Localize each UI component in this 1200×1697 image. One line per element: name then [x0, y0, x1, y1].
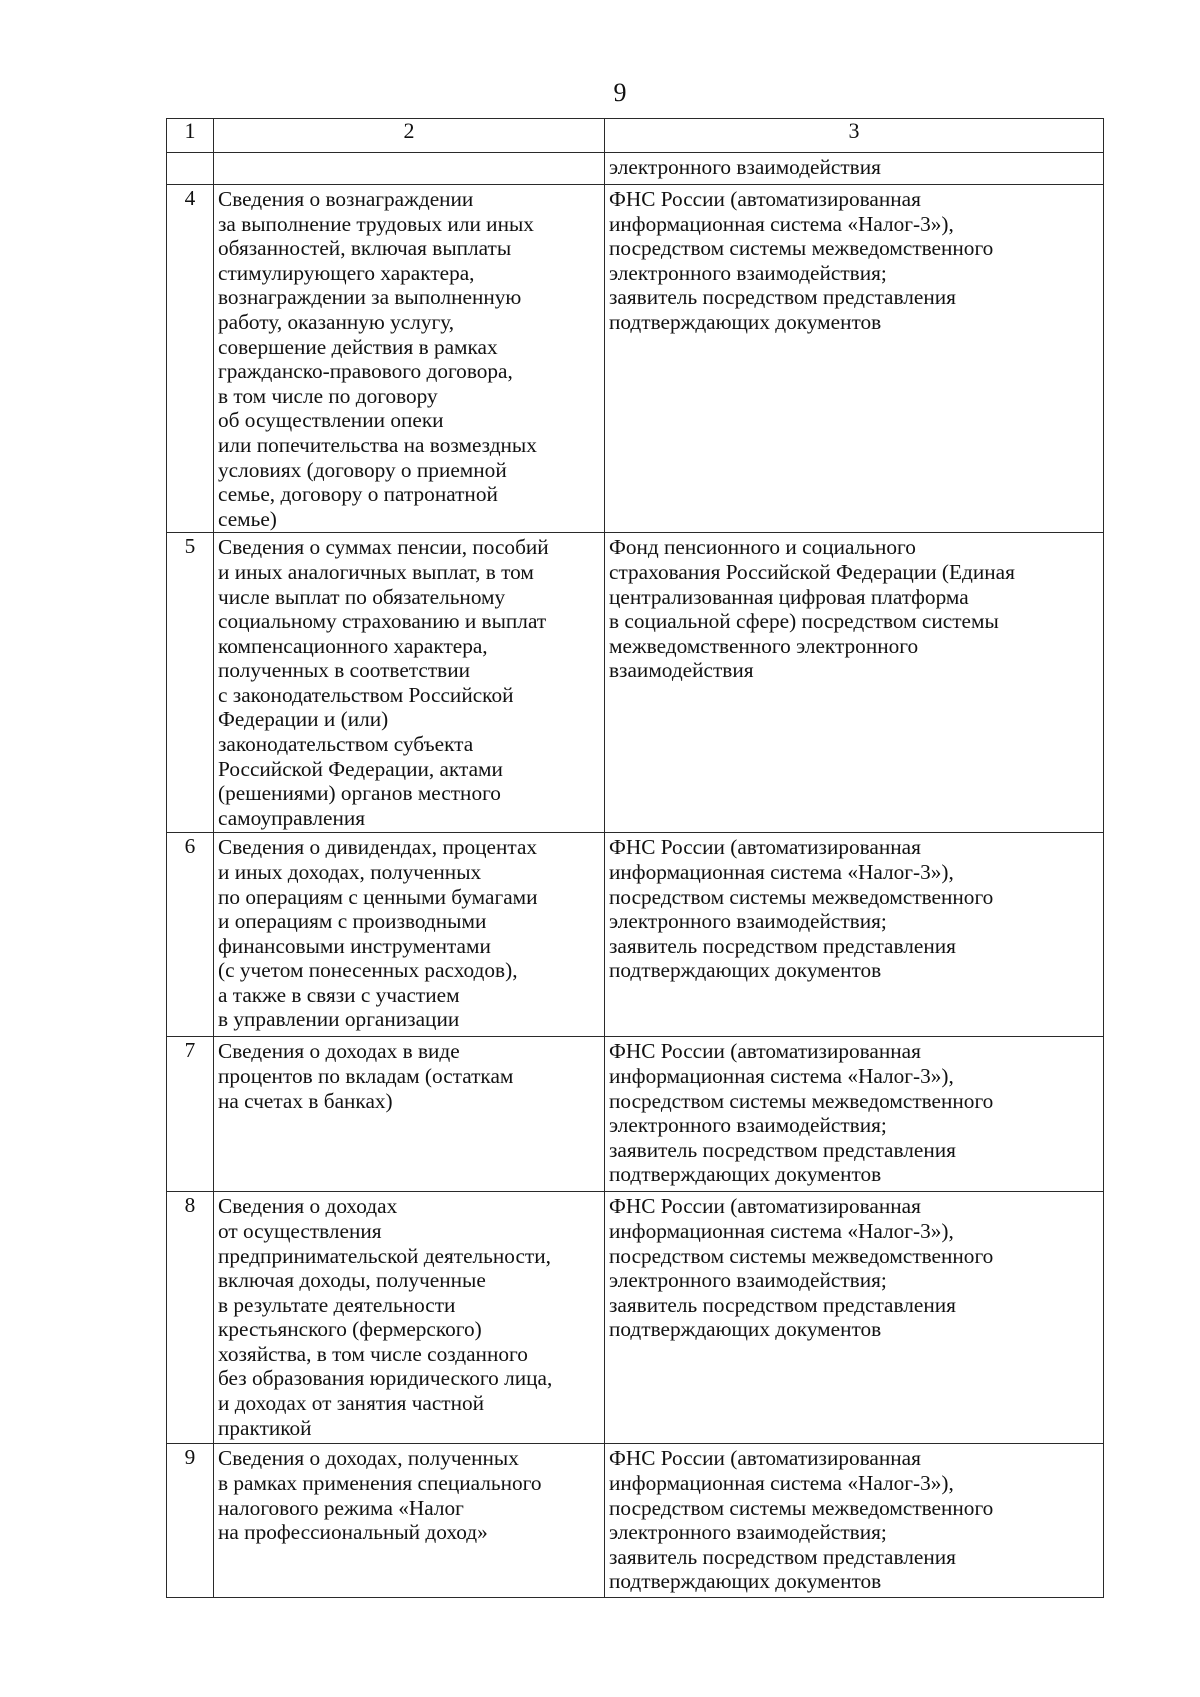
source-cell — [605, 1192, 1104, 1444]
source-line: в социальной сфере) посредством системы — [609, 609, 999, 634]
info-type-line: социальному страхованию и выплат — [218, 609, 547, 634]
info-type-line: компенсационного характера, — [218, 633, 488, 658]
info-type-line: практикой — [218, 1415, 312, 1440]
row-number: 5 — [167, 533, 214, 833]
info-type-line: на профессиональный доход» — [218, 1520, 488, 1545]
info-type-line: работу, оказанную услугу, — [218, 309, 455, 334]
source-line: заявитель посредством представления — [609, 1137, 956, 1162]
info-type-line: без образования юридического лица, — [218, 1366, 553, 1391]
source-line: информационная система «Налог-3»), — [609, 211, 954, 236]
source-line: информационная система «Налог-3»), — [609, 859, 954, 884]
page-number: 9 — [613, 78, 627, 107]
source-line: электронного взаимодействия — [609, 155, 881, 179]
info-type-line: за выполнение трудовых или иных — [218, 211, 534, 236]
info-type-line: на счетах в банках) — [218, 1088, 393, 1113]
info-type-line: и доходах от занятия частной — [218, 1391, 485, 1416]
info-type-line: Федерации и (или) — [218, 707, 389, 732]
info-type-line: обязанностей, включая выплаты — [218, 236, 512, 261]
info-type-line: в том числе по договору — [218, 383, 438, 408]
info-type-line: от осуществления — [218, 1218, 382, 1243]
row-number: 7 — [167, 1037, 214, 1192]
source-cell — [605, 1444, 1104, 1598]
source-line: межведомственного электронного — [609, 633, 919, 658]
info-type-line: по операциям с ценными бумагами — [218, 884, 538, 909]
source-line: посредством системы межведомственного — [609, 236, 994, 261]
info-type-line: условиях (договору о приемной — [218, 457, 507, 482]
info-type-cell — [214, 1037, 605, 1192]
info-type-line: хозяйства, в том числе созданного — [218, 1341, 528, 1366]
info-type-cell — [214, 833, 605, 1037]
source-line: ФНС России (автоматизированная — [609, 1194, 921, 1219]
info-type-line: вознаграждении за выполненную — [218, 285, 522, 310]
source-line: информационная система «Налог-3»), — [609, 1470, 954, 1495]
source-line: подтверждающих документов — [609, 1162, 882, 1187]
source-line: ФНС России (автоматизированная — [609, 835, 921, 860]
source-line: электронного взаимодействия; — [609, 1113, 887, 1138]
info-type-line: Сведения о доходах — [218, 1194, 398, 1219]
source-line: подтверждающих документов — [609, 1569, 882, 1594]
info-type-line: Сведения о дивидендах, процентах — [218, 835, 538, 860]
source-line: подтверждающих документов — [609, 958, 882, 983]
info-type-line: и операциям с производными — [218, 909, 487, 934]
source-line: Фонд пенсионного и социального — [609, 535, 916, 560]
info-type-cell — [214, 153, 605, 185]
info-type-line: (с учетом понесенных расходов), — [218, 958, 518, 983]
source-line: информационная система «Налог-3»), — [609, 1218, 954, 1243]
info-type-line: в управлении организации — [218, 1007, 460, 1032]
info-type-line: Российской Федерации, актами — [218, 756, 503, 781]
source-line: посредством системы межведомственного — [609, 1495, 994, 1520]
info-type-line: гражданско-правового договора, — [218, 359, 513, 384]
continuation-row — [167, 153, 1104, 185]
info-type-line: а также в связи с участием — [218, 982, 460, 1007]
source-line: посредством системы межведомственного — [609, 1088, 994, 1113]
info-type-line: семье, договору о патронатной — [218, 482, 498, 507]
info-type-line: в результате деятельности — [218, 1292, 456, 1317]
info-type-line: и иных доходах, полученных — [218, 859, 482, 884]
row-number: 6 — [167, 833, 214, 1037]
info-type-line: в рамках применения специального — [218, 1470, 542, 1495]
source-cell — [605, 533, 1104, 833]
table-row — [167, 1444, 1104, 1598]
source-cell — [605, 185, 1104, 533]
row-number — [167, 153, 214, 185]
info-type-line: предпринимательской деятельности, — [218, 1243, 551, 1268]
source-line: ФНС России (автоматизированная — [609, 187, 921, 211]
table-row — [167, 833, 1104, 1037]
info-type-line: или попечительства на возмездных — [218, 432, 537, 457]
table-row — [167, 185, 1104, 533]
source-line: электронного взаимодействия; — [609, 260, 887, 285]
source-line: страхования Российской Федерации (Единая — [609, 559, 1015, 584]
source-line: заявитель посредством представления — [609, 285, 956, 310]
row-number: 4 — [167, 185, 214, 533]
source-line: посредством системы межведомственного — [609, 1243, 994, 1268]
info-type-cell — [214, 185, 605, 533]
info-type-line: и иных аналогичных выплат, в том — [218, 559, 534, 584]
source-cell — [605, 153, 1104, 185]
info-type-line: стимулирующего характера, — [218, 260, 475, 285]
info-type-line: Сведения о суммах пенсии, пособий — [218, 535, 549, 560]
source-line: посредством системы межведомственного — [609, 884, 994, 909]
info-type-line: процентов по вкладам (остаткам — [218, 1063, 514, 1088]
source-line: электронного взаимодействия; — [609, 1268, 887, 1293]
header-cell-2: 2 — [214, 119, 605, 153]
info-type-line: совершение действия в рамках — [218, 334, 498, 359]
info-type-line: законодательством субъекта — [218, 732, 474, 757]
info-type-line: об осуществлении опеки — [218, 408, 444, 433]
source-line: ФНС России (автоматизированная — [609, 1446, 921, 1471]
income-sources-table — [166, 118, 1104, 1598]
source-line: информационная система «Налог-3»), — [609, 1063, 954, 1088]
source-line: заявитель посредством представления — [609, 1544, 956, 1569]
table-header-row — [167, 119, 1104, 153]
source-line: подтверждающих документов — [609, 309, 882, 334]
source-line: подтверждающих документов — [609, 1317, 882, 1342]
source-cell — [605, 1037, 1104, 1192]
header-cell-1: 1 — [167, 119, 214, 153]
table-row — [167, 1037, 1104, 1192]
info-type-cell — [214, 1444, 605, 1598]
info-type-line: Сведения о доходах, полученных — [218, 1446, 519, 1471]
info-type-line: налогового режима «Налог — [218, 1495, 464, 1520]
info-type-cell — [214, 533, 605, 833]
table-row — [167, 533, 1104, 833]
row-number: 8 — [167, 1192, 214, 1444]
source-line: заявитель посредством представления — [609, 933, 956, 958]
info-type-line: крестьянского (фермерского) — [218, 1317, 482, 1342]
info-type-line: семье) — [218, 506, 277, 531]
table-row — [167, 1192, 1104, 1444]
info-type-line: Сведения о доходах в виде — [218, 1039, 460, 1064]
info-type-cell — [214, 1192, 605, 1444]
info-type-line: полученных в соответствии — [218, 658, 470, 683]
info-type-line: Сведения о вознаграждении — [218, 187, 474, 211]
source-line: заявитель посредством представления — [609, 1292, 956, 1317]
row-number: 9 — [167, 1444, 214, 1598]
info-type-line: числе выплат по обязательному — [218, 584, 506, 609]
source-line: взаимодействия — [609, 658, 754, 683]
info-type-line: с законодательством Российской — [218, 682, 514, 707]
source-line: централизованная цифровая платформа — [609, 584, 969, 609]
source-line: ФНС России (автоматизированная — [609, 1039, 921, 1064]
source-cell — [605, 833, 1104, 1037]
info-type-line: финансовыми инструментами — [218, 933, 491, 958]
source-line: электронного взаимодействия; — [609, 909, 887, 934]
info-type-line: включая доходы, полученные — [218, 1268, 486, 1293]
info-type-line: самоуправления — [218, 805, 366, 830]
info-type-line: (решениями) органов местного — [218, 781, 501, 806]
header-cell-3: 3 — [605, 119, 1104, 153]
source-line: электронного взаимодействия; — [609, 1520, 887, 1545]
